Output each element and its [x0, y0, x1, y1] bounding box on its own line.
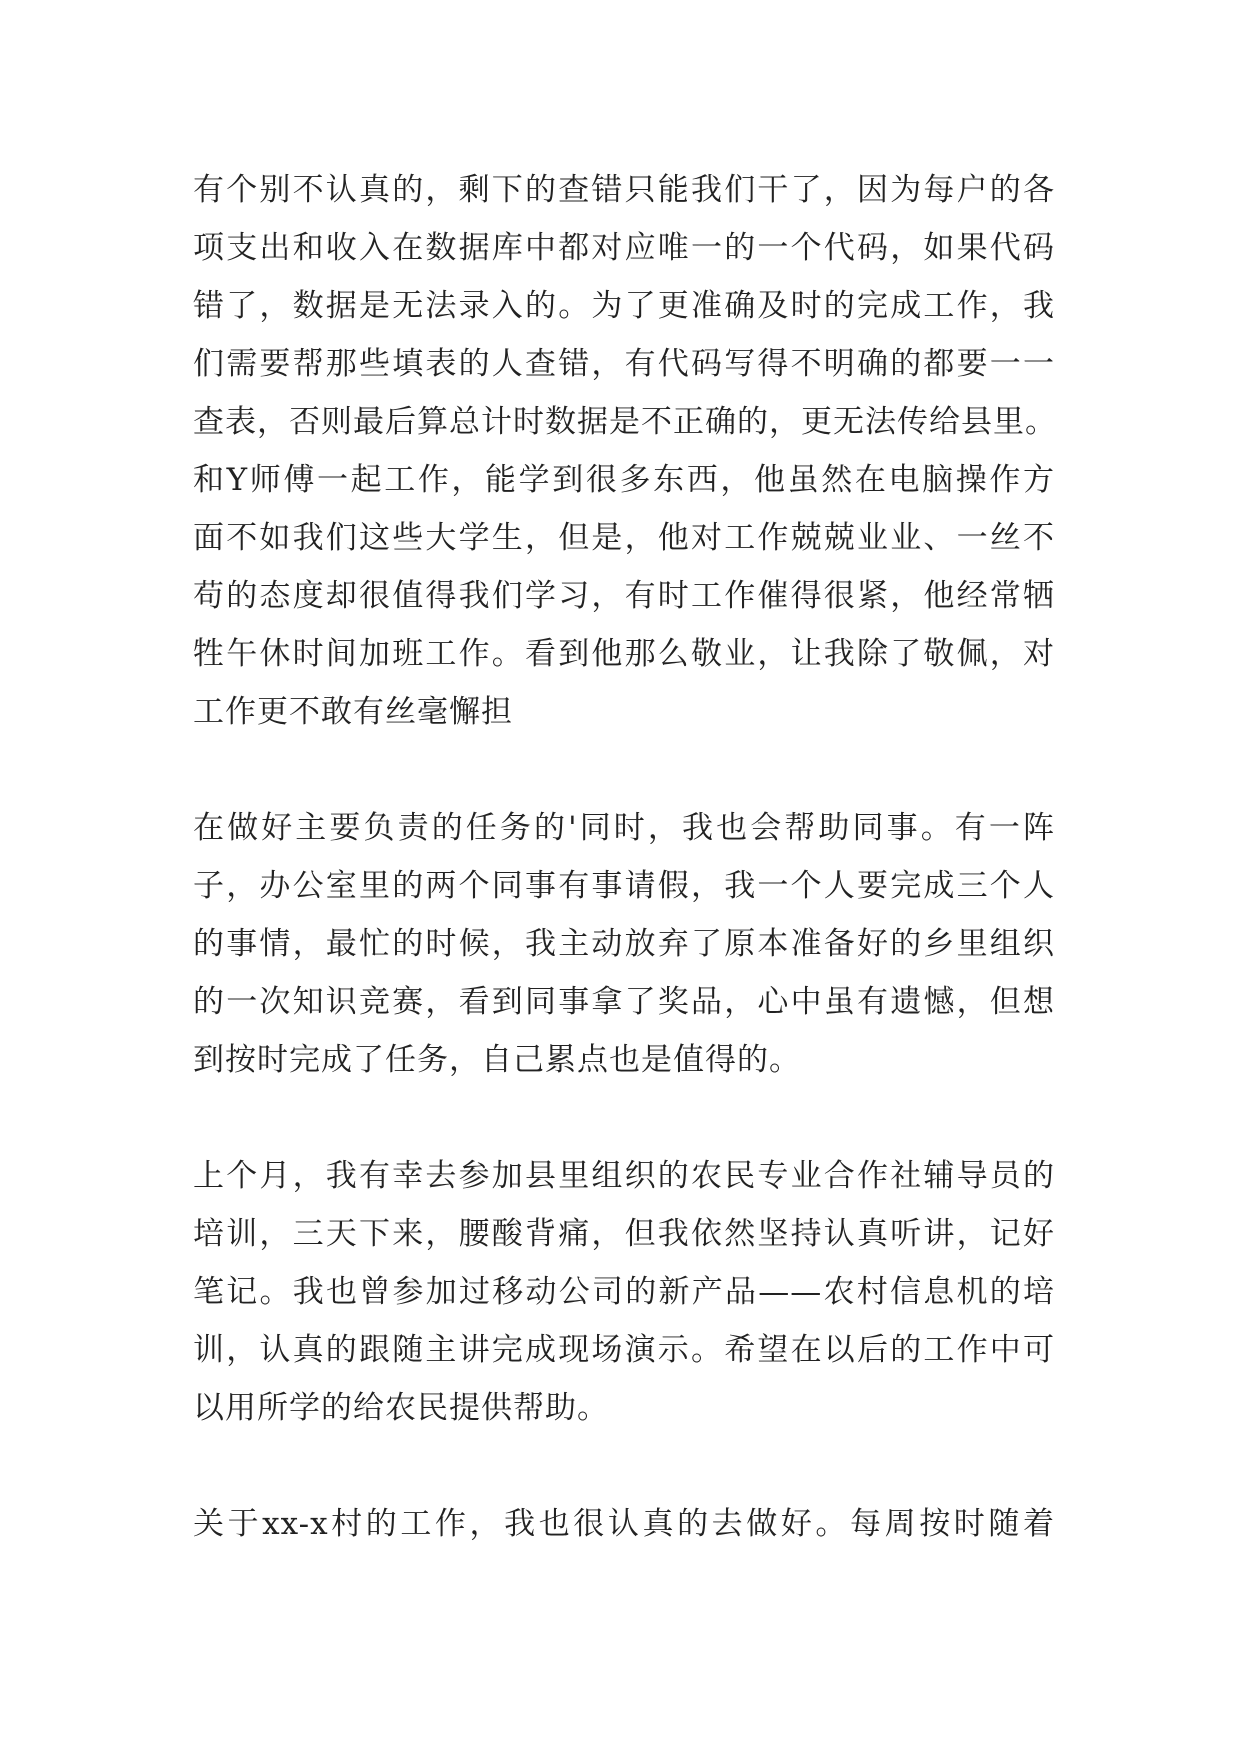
- text-line: 培训，三天下来，腰酸背痛，但我依然坚持认真听讲，记好: [193, 1216, 1055, 1252]
- text-line: 的一次知识竞赛，看到同事拿了奖品，心中虽有遗憾，但想: [193, 984, 1055, 1020]
- text-line: 的事情，最忙的时候，我主动放弃了原本准备好的乡里组织: [193, 926, 1055, 962]
- text-line: 查表，否则最后算总计时数据是不正确的，更无法传给县里。: [193, 404, 1057, 440]
- text-line: 面不如我们这些大学生，但是，他对工作兢兢业业、一丝不: [193, 520, 1055, 556]
- text-line: 子，办公室里的两个同事有事请假，我一个人要完成三个人: [193, 868, 1055, 904]
- paragraph-training: [193, 1147, 1055, 1437]
- text-line: 项支出和收入在数据库中都对应唯一的一个代码，如果代码: [193, 230, 1055, 266]
- text-line: 以用所学的给农民提供帮助。: [193, 1390, 609, 1426]
- text-line: 上个月，我有幸去参加县里组织的农民专业合作社辅导员的: [193, 1158, 1055, 1194]
- text-line: 在做好主要负责的任务的'同时，我也会帮助同事。有一阵: [193, 810, 1055, 846]
- paragraph-village-work: [193, 1495, 1055, 1553]
- paragraph-helping-colleagues: [193, 799, 1055, 1089]
- paragraph-work-checking: [193, 161, 1055, 741]
- text-line: 们需要帮那些填表的人查错，有代码写得不明确的都要一一: [193, 346, 1055, 382]
- text-line: 和Y师傅一起工作，能学到很多东西，他虽然在电脑操作方: [193, 462, 1055, 498]
- text-line: 工作更不敢有丝毫懈担: [193, 694, 513, 730]
- text-line: 关于xx-x村的工作，我也很认真的去做好。每周按时随着: [193, 1506, 1055, 1542]
- text-line: 训，认真的跟随主讲完成现场演示。希望在以后的工作中可: [193, 1332, 1055, 1368]
- text-line: 苟的态度却很值得我们学习，有时工作催得很紧，他经常牺: [193, 578, 1055, 614]
- text-line: 有个别不认真的，剩下的查错只能我们干了，因为每户的各: [193, 172, 1055, 208]
- text-line: 笔记。我也曾参加过移动公司的新产品——农村信息机的培: [193, 1274, 1055, 1310]
- text-line: 到按时完成了任务，自己累点也是值得的。: [193, 1042, 801, 1078]
- text-line: 错了，数据是无法录入的。为了更准确及时的完成工作，我: [193, 288, 1055, 324]
- text-line: 牲午休时间加班工作。看到他那么敬业，让我除了敬佩，对: [193, 636, 1055, 672]
